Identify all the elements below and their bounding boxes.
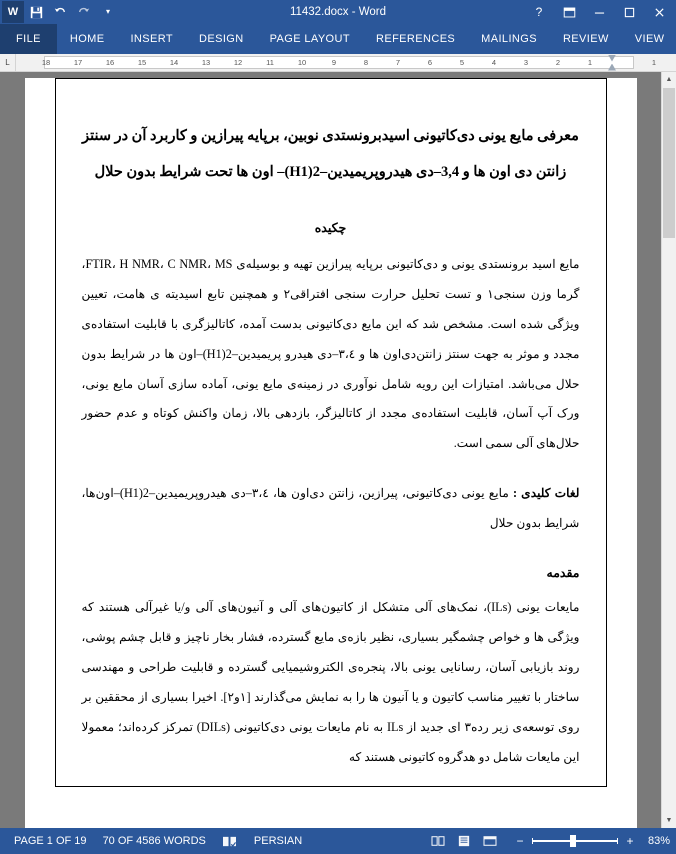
close-icon[interactable] bbox=[644, 0, 674, 24]
ruler-tick: 5 bbox=[459, 57, 465, 67]
read-mode-icon[interactable] bbox=[430, 833, 446, 849]
status-bar bbox=[0, 828, 676, 854]
abstract-heading: چکیده bbox=[314, 221, 347, 236]
document-title-line-1: معرفی مایع یونی دی‌کاتیونی اسیدبرونستدی نوبین، برپایه پیرازین و کاربرد آن در سنتز bbox=[82, 128, 579, 144]
proofing-book-icon bbox=[222, 833, 238, 849]
document-title-line-2: زانتن دی اون ها و 3,4–دی هیدروپریمیدین–2(H1)– اون ها تحت شرایط بدون حلال bbox=[94, 163, 567, 180]
minimize-icon[interactable] bbox=[584, 0, 614, 24]
quick-access-toolbar[interactable] bbox=[0, 0, 120, 24]
ruler-tick: 2 bbox=[555, 57, 561, 67]
web-layout-icon[interactable] bbox=[482, 833, 498, 849]
ruler-tick: 8 bbox=[363, 57, 369, 67]
page-content-frame[interactable] bbox=[55, 78, 607, 787]
zoom-slider[interactable] bbox=[532, 834, 618, 848]
redo-icon[interactable] bbox=[72, 1, 96, 23]
ruler-tick: 6 bbox=[427, 57, 433, 67]
zoom-tick bbox=[617, 838, 618, 844]
word-count-indicator[interactable]: 70 OF 4586 WORDS bbox=[102, 835, 206, 847]
keywords-text: مایع یونی دی‌کاتیونی، پیرازین، زانتن دی‌اون ها، ٣،٤–دی هیدروپریمیدین–2(H1)–اون‌ها، شرایط بدون حلال bbox=[81, 486, 580, 531]
ruler-scale bbox=[16, 54, 676, 72]
keywords-paragraph bbox=[82, 479, 580, 539]
ruler-tick: 12 bbox=[233, 57, 243, 67]
tab-home[interactable]: HOME bbox=[69, 33, 105, 45]
ruler-tick: 13 bbox=[201, 57, 211, 67]
help-icon[interactable]: ? bbox=[535, 5, 543, 19]
introduction-heading: مقدمه bbox=[546, 566, 580, 581]
scroll-down-icon[interactable]: ▼ bbox=[662, 813, 676, 828]
tab-insert[interactable]: INSERT bbox=[130, 33, 173, 45]
save-icon[interactable] bbox=[24, 1, 48, 23]
ruler-tick: 18 bbox=[41, 57, 51, 67]
scroll-thumb[interactable] bbox=[663, 88, 675, 238]
zoom-level-label[interactable]: 83% bbox=[647, 835, 670, 847]
ruler-tick: 14 bbox=[169, 57, 179, 67]
restore-icon[interactable] bbox=[614, 0, 644, 24]
vertical-scrollbar[interactable] bbox=[661, 72, 676, 828]
document-canvas[interactable] bbox=[0, 72, 676, 828]
ribbon-tab-bar bbox=[0, 24, 676, 54]
abstract-paragraph: مایع اسید برونستدی یونی و دی‌کاتیونی برپایه پیرازین تهیه و بوسیله‌ی FTIR، H NMR، C NMR، MS، گرما وزن سنجی١ و تست تحلیل حرارت سنجی افتراقی٢ و همچنین تابع اسیدیته ی هامت، تعیین ویژگی شده است. مشخص شد که این مایع دی‌کاتیونی بدست آمده، کاتالیزگری با قابلیت استفاده‌ی مجدد و موثر به جهت سنتز زانتن‌دی‌اون ها و ٣،٤–دی هیدرو پریمیدین–2(H1)–اون ها در شرایط بدون حلال می‌باشد. امتیازات این رویه شامل نوآوری در زمینه‌ی مایع یونی، آماده سازی آسان مایع یونی، ورک آپ آسان، قابلیت استفاده‌ی مجدد از کاتالیزگر، بازدهی بالا، زمان واکنش کوتاه و عدم حضور حلال‌های آلی سمی است. bbox=[81, 257, 580, 451]
ruler-tick: 9 bbox=[331, 57, 337, 67]
tab-review[interactable]: REVIEW bbox=[562, 33, 609, 45]
tab-design[interactable]: DESIGN bbox=[199, 33, 244, 45]
ruler-tick: 17 bbox=[73, 57, 83, 67]
page-1[interactable] bbox=[25, 78, 637, 828]
title-bar bbox=[0, 0, 676, 24]
zoom-out-button[interactable]: − bbox=[516, 834, 524, 848]
tab-page-layout[interactable]: PAGE LAYOUT bbox=[269, 33, 350, 45]
scroll-up-icon[interactable]: ▲ bbox=[662, 72, 676, 87]
status-bar-right bbox=[420, 833, 670, 849]
tab-stop-selector-icon[interactable]: L bbox=[0, 54, 16, 72]
view-buttons[interactable] bbox=[420, 833, 508, 849]
page-indicator[interactable]: PAGE 1 OF 19 bbox=[14, 835, 87, 847]
ruler-tick: 11 bbox=[266, 57, 274, 67]
print-layout-icon[interactable] bbox=[456, 833, 472, 849]
tab-file[interactable]: FILE bbox=[0, 24, 57, 54]
keywords-label: لغات کلیدی : bbox=[512, 486, 580, 501]
window-title: 11432.docx - Word bbox=[289, 6, 387, 18]
ruler-tick: 16 bbox=[105, 57, 115, 67]
customize-qat-icon[interactable]: ▾ bbox=[105, 7, 110, 16]
language-indicator[interactable]: PERSIAN bbox=[253, 835, 303, 847]
tab-references[interactable]: REFERENCES bbox=[375, 33, 456, 45]
ruler-text-area bbox=[41, 56, 634, 69]
ruler-tick: 15 bbox=[137, 57, 147, 67]
ribbon-display-options-icon[interactable] bbox=[554, 0, 584, 24]
page-scroll-region[interactable] bbox=[0, 72, 661, 828]
horizontal-ruler[interactable] bbox=[0, 54, 676, 72]
word-logo-icon: W bbox=[2, 1, 24, 23]
zoom-tick bbox=[532, 838, 533, 844]
document-title bbox=[82, 119, 580, 190]
ruler-tick: 10 bbox=[297, 57, 307, 67]
ruler-tick: 1 bbox=[651, 57, 657, 67]
ruler-tick: 7 bbox=[395, 57, 401, 67]
tab-mailings[interactable]: MAILINGS bbox=[481, 33, 537, 45]
window-controls bbox=[524, 0, 676, 24]
introduction-paragraph: مایعات یونی (ILs)، نمک‌های آلی متشکل از کاتیون‌های آلی و آنیون‌های آلی و/یا غیرآلی هستند که ویژگی ها و خواص چشمگیر بسیاری، نظیر بازه‌ی مایع گسترده، فشار بخار ناچیز و قابل چشم پوشی، روند بازیابی آسان، رسانایی یونی بالا، پنجره‌ی الکتروشیمیایی گسترده و قابلیت طراحی و مهندسی ساختار با تغییر مناسب کاتیون و یا آنیون ها را به نمایش می‌گذارند [١و٢]. اخیرا بسیاری از محققین بر روی توسعه‌ی زیر رده٣ ای جدید از ILs به نام مایعات یونی دی‌کاتیونی (DILs) تمرکز کرده‌اند؛ معمولا این مایعات شامل دو هدگروه کاتیونی هستند که bbox=[81, 600, 580, 764]
proofing-errors-icon[interactable] bbox=[214, 833, 246, 849]
undo-icon[interactable] bbox=[48, 1, 72, 23]
zoom-control[interactable] bbox=[508, 834, 670, 848]
ruler-tick: 3 bbox=[523, 57, 529, 67]
ruler-tick: 4 bbox=[491, 57, 497, 67]
zoom-handle[interactable] bbox=[570, 835, 576, 847]
zoom-in-button[interactable]: + bbox=[626, 834, 634, 848]
ruler-tick: 1 bbox=[587, 57, 593, 67]
tab-view[interactable]: VIEW bbox=[634, 33, 665, 45]
